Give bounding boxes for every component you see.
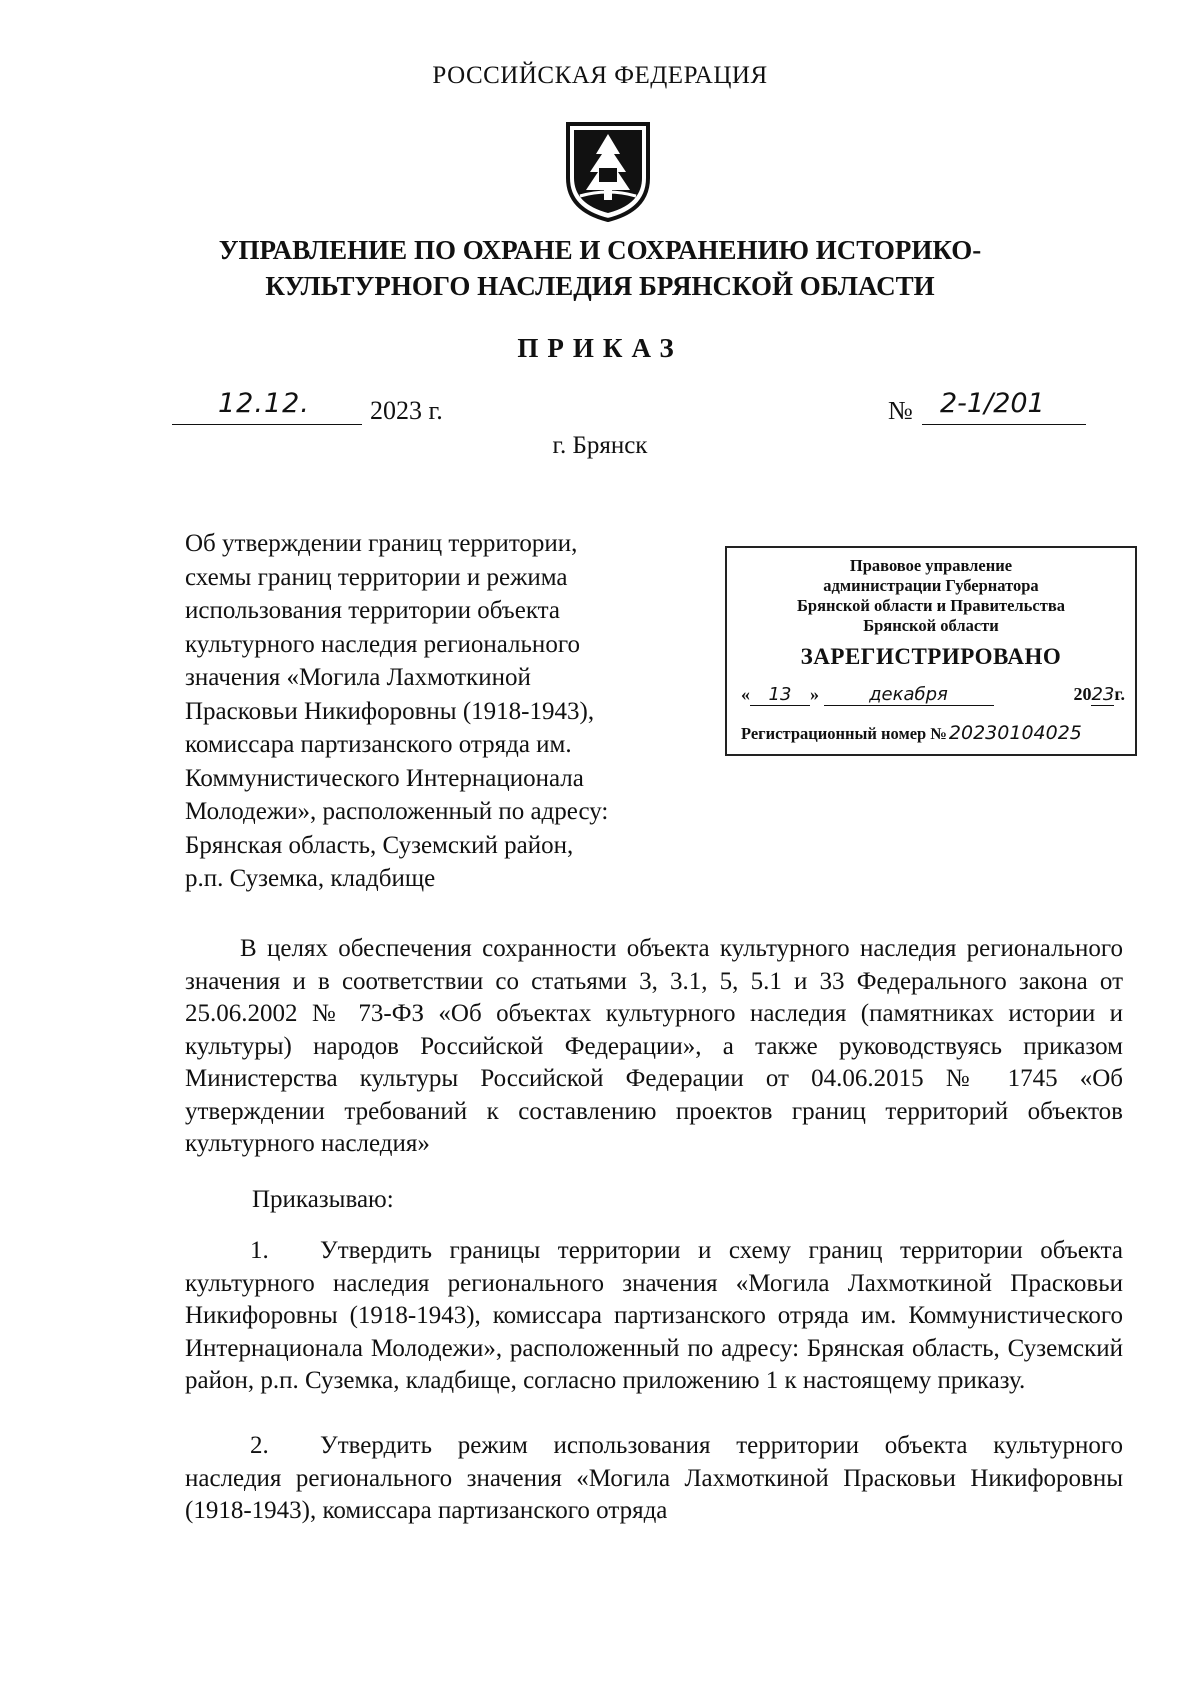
stamp-line-2: администрации Губернатора	[823, 576, 1039, 595]
city: г. Брянск	[552, 432, 648, 459]
subject-line: культурного наследия регионального	[185, 630, 580, 658]
stamp-line-4: Брянской области	[863, 616, 999, 635]
stamp-reg-label: Регистрационный номер №	[741, 724, 947, 743]
organization-line-1: УПРАВЛЕНИЕ ПО ОХРАНЕ И СОХРАНЕНИЮ ИСТОРИКО-	[218, 235, 982, 265]
stamp-date-row: « 13 » декабря 2023г.	[741, 684, 1125, 705]
stamp-reg-number: 20230104025	[948, 722, 1082, 744]
preamble-paragraph: В целях обеспечения сохранности объекта культурного наследия регионального значения и в соответствии со статьями 3, 3.1, 5, 5.1 и 33 Федерального закона от 25.06.2002 № 73-ФЗ «Об объектах культурного наследия (памятниках истории и культуры) народов Российской Федерации», а также руководствуясь приказом Министерства культуры Российской Федерации от 04.06.2015 № 1745 «Об утверждении требований к составлению проектов границ территорий объектов культурного наследия»	[185, 935, 1123, 1157]
item-2-indent	[185, 1432, 250, 1459]
stamp-day: 13	[750, 684, 810, 706]
item-1-indent	[185, 1237, 250, 1264]
subject-line: Прасковьи Никифоровны (1918-1943),	[185, 697, 595, 725]
handwritten-date: 12.12.	[218, 388, 310, 419]
stamp-year: 23	[1091, 684, 1115, 705]
item-2-number: 2.	[250, 1432, 269, 1459]
item-1-number: 1.	[250, 1237, 269, 1264]
bryansk-coat-of-arms-icon	[562, 120, 654, 224]
stamp-year-suffix: г.	[1114, 684, 1125, 704]
subject-line: Коммунистического Интернационала	[185, 764, 584, 792]
subject-line: использования территории объекта	[185, 597, 560, 624]
number-label: №	[888, 396, 913, 425]
order-item-2	[185, 1430, 1123, 1528]
subject-line: Об утверждении границ территории,	[185, 530, 578, 557]
stamp-reg-row	[741, 722, 1082, 744]
organization-line-2: КУЛЬТУРНОГО НАСЛЕДИЯ БРЯНСКОЙ ОБЛАСТИ	[265, 271, 935, 301]
order-word: Приказываю:	[252, 1186, 394, 1213]
handwritten-number: 2-1/201	[940, 388, 1045, 419]
document-type: ПРИКАЗ	[517, 333, 683, 363]
stamp-registered: ЗАРЕГИСТРИРОВАНО	[800, 644, 1062, 669]
subject-line: Молодежи», расположенный по адресу:	[185, 798, 609, 825]
item-1-text: Утвердить границы территории и схему границ территории объекта культурного наследия регионального значения «Могила Лахмоткиной Прасковьи Никифоровны (1918-1943), комиссара партизанского отряда им. Коммунистического Интернационала Молодежи», расположенный по адресу: Брянская область, Суземский район, р.п. Суземка, кладбище, согласно приложению 1 к настоящему приказу.	[185, 1237, 1123, 1394]
subject-line: комиссара партизанского отряда им.	[185, 731, 572, 758]
subject-line: р.п. Суземка, кладбище	[185, 865, 436, 892]
date-year: 2023 г.	[370, 396, 443, 425]
subject-line: значения «Могила Лахмоткиной	[185, 664, 531, 691]
stamp-month: декабря	[824, 684, 994, 706]
registration-stamp	[725, 546, 1137, 756]
stamp-year-prefix: 20	[1073, 684, 1092, 704]
subject-line: Брянская область, Суземский район,	[185, 831, 574, 859]
organization-name	[0, 232, 1200, 304]
stamp-line-3: Брянской области и Правительства	[797, 596, 1065, 615]
order-item-1	[185, 1235, 1123, 1398]
stamp-line-1: Правовое управление	[849, 556, 1013, 575]
subject-line: схемы границ территории и режима	[185, 563, 568, 591]
country-title: РОССИЙСКАЯ ФЕДЕРАЦИЯ	[432, 62, 768, 89]
subject-block	[185, 527, 665, 896]
item-2-text: Утвердить режим использования территории объекта культурного наследия регионального значения «Могила Лахмоткиной Прасковьи Никифоровны (1918-1943), комиссара партизанского отряда	[185, 1432, 1123, 1524]
